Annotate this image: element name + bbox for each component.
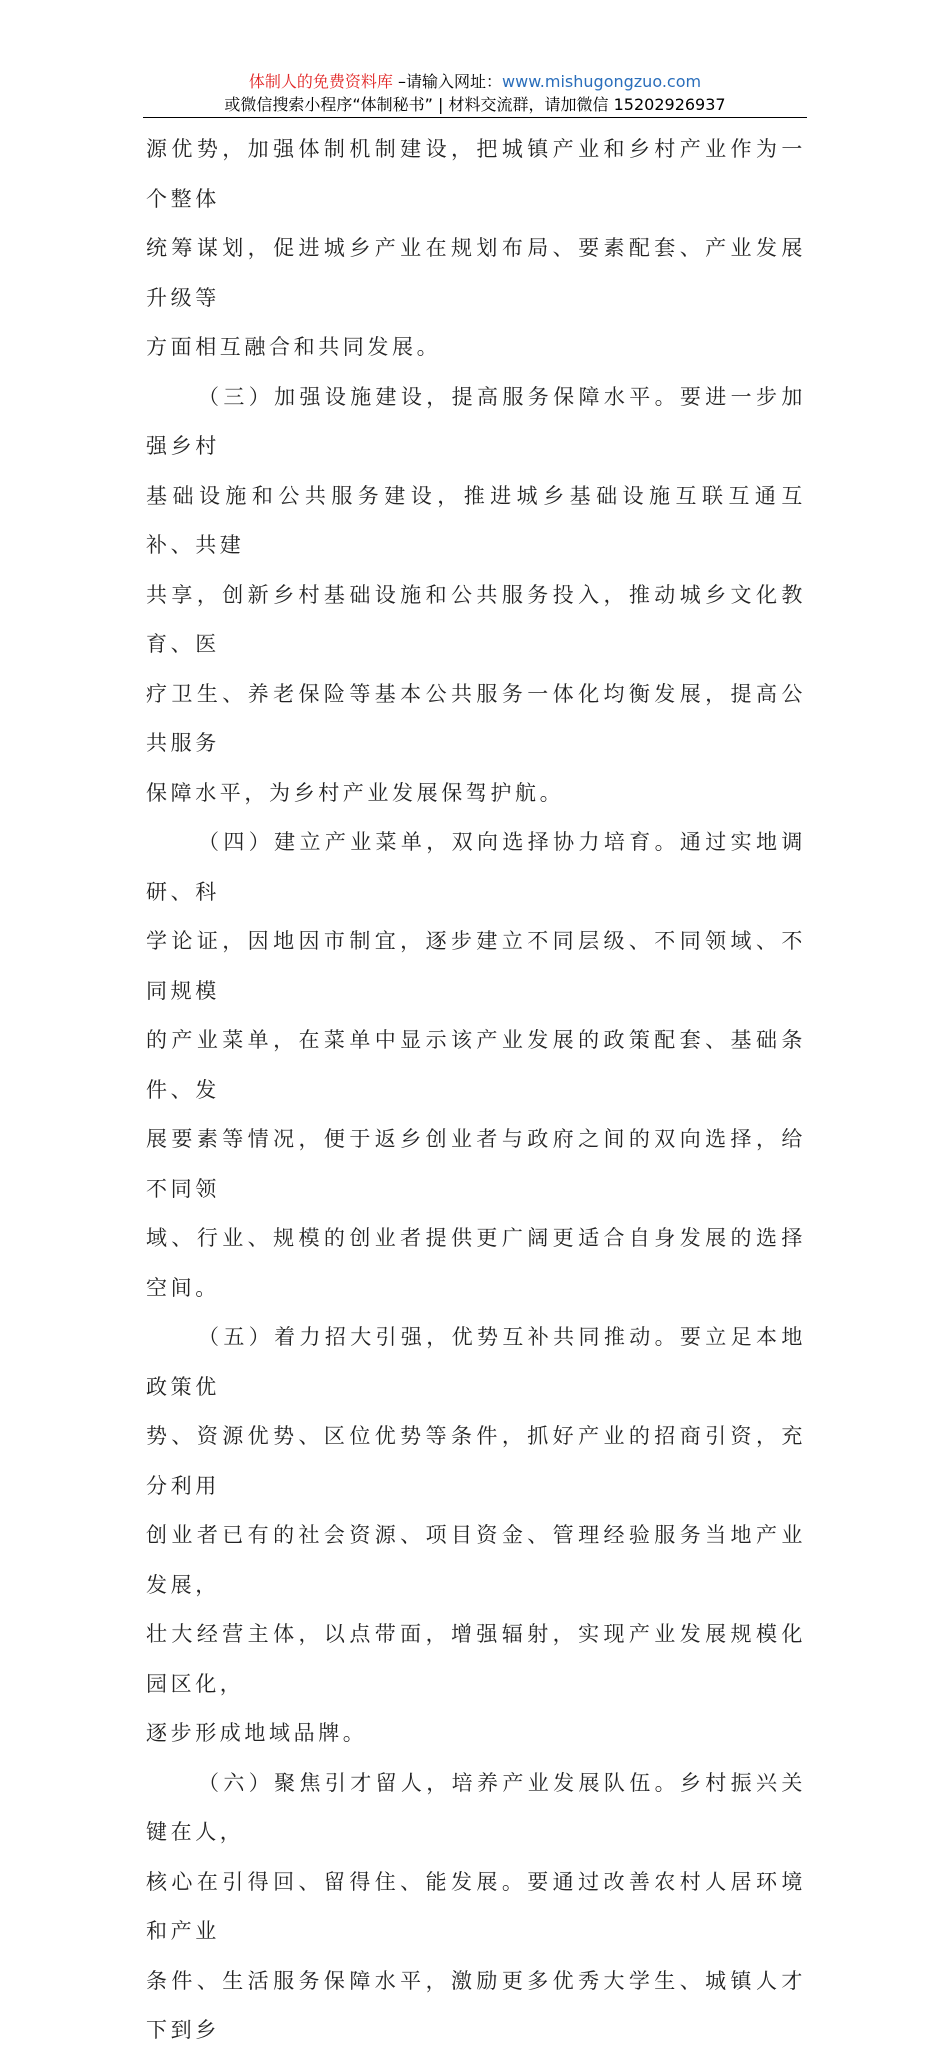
section-heading-line: （五）着力招大引强，优势互补共同推动。要立足本地政策优 (146, 1325, 806, 1399)
text-line: 共享，创新乡村基础设施和公共服务投入，推动城乡文化教育、医 (146, 582, 806, 656)
text-line: 域、行业、规模的创业者提供更广阔更适合自身发展的选择空间。 (146, 1226, 806, 1300)
paragraph-section-3 (146, 373, 806, 819)
text-line: 的产业菜单，在菜单中显示该产业发展的政策配套、基础条件、发 (146, 1028, 806, 1102)
website-link[interactable]: www.mishugongzuo.com (502, 72, 702, 91)
page-header (143, 70, 807, 116)
text-line: 基础设施和公共服务建设，推进城乡基础设施互联互通互补、共建 (146, 483, 806, 557)
paragraph-continuation (146, 125, 806, 373)
text-line: 展要素等情况，便于返乡创业者与政府之间的双向选择，给不同领 (146, 1127, 806, 1201)
text-line: 统筹谋划，促进城乡产业在规划布局、要素配套、产业发展升级等 (146, 236, 806, 310)
text-line: 保障水平，为乡村产业发展保驾护航。 (146, 780, 565, 805)
text-line: 疗卫生、养老保险等基本公共服务一体化均衡发展，提高公共服务 (146, 681, 806, 755)
text-line: 条件、生活服务保障水平，激励更多优秀大学生、城镇人才下到乡 (146, 1968, 806, 2042)
section-heading-line: （四）建立产业菜单，双向选择协力培育。通过实地调研、科 (146, 830, 806, 904)
text-line: 方面相互融合和共同发展。 (146, 335, 442, 359)
document-body (146, 125, 806, 2056)
section-heading-line: （六）聚焦引才留人，培养产业发展队伍。乡村振兴关键在人， (146, 1770, 806, 1844)
section-heading-line: （三）加强设施建设，提高服务保障水平。要进一步加强乡村 (146, 384, 806, 458)
paragraph-section-4 (146, 818, 806, 1313)
paragraph-section-6 (146, 1759, 806, 2056)
text-line: 创业者已有的社会资源、项目资金、管理经验服务当地产业发展， (146, 1523, 806, 1597)
header-separator: –请输入网址： (392, 72, 503, 91)
text-line: 势、资源优势、区位优势等条件，抓好产业的招商引资，充分利用 (146, 1424, 806, 1498)
text-line: 壮大经营主体，以点带面，增强辐射，实现产业发展规模化园区化， (146, 1622, 806, 1696)
header-line-1 (143, 70, 807, 94)
text-line: 逐步形成地域品牌。 (146, 1721, 368, 1745)
header-line-2: 或微信搜索小程序“体制秘书” | 材料交流群，请加微信 15202926937 (224, 95, 726, 114)
brand-name: 体制人的免费资料库 (248, 72, 393, 91)
text-line: 源优势，加强体制机制建设，把城镇产业和乡村产业作为一个整体 (146, 137, 806, 211)
text-line: 核心在引得回、留得住、能发展。要通过改善农村人居环境和产业 (146, 1869, 806, 1943)
header-divider (143, 117, 807, 118)
paragraph-section-5 (146, 1313, 806, 1759)
text-line: 学论证，因地因市制宜，逐步建立不同层级、不同领域、不同规模 (146, 929, 806, 1003)
